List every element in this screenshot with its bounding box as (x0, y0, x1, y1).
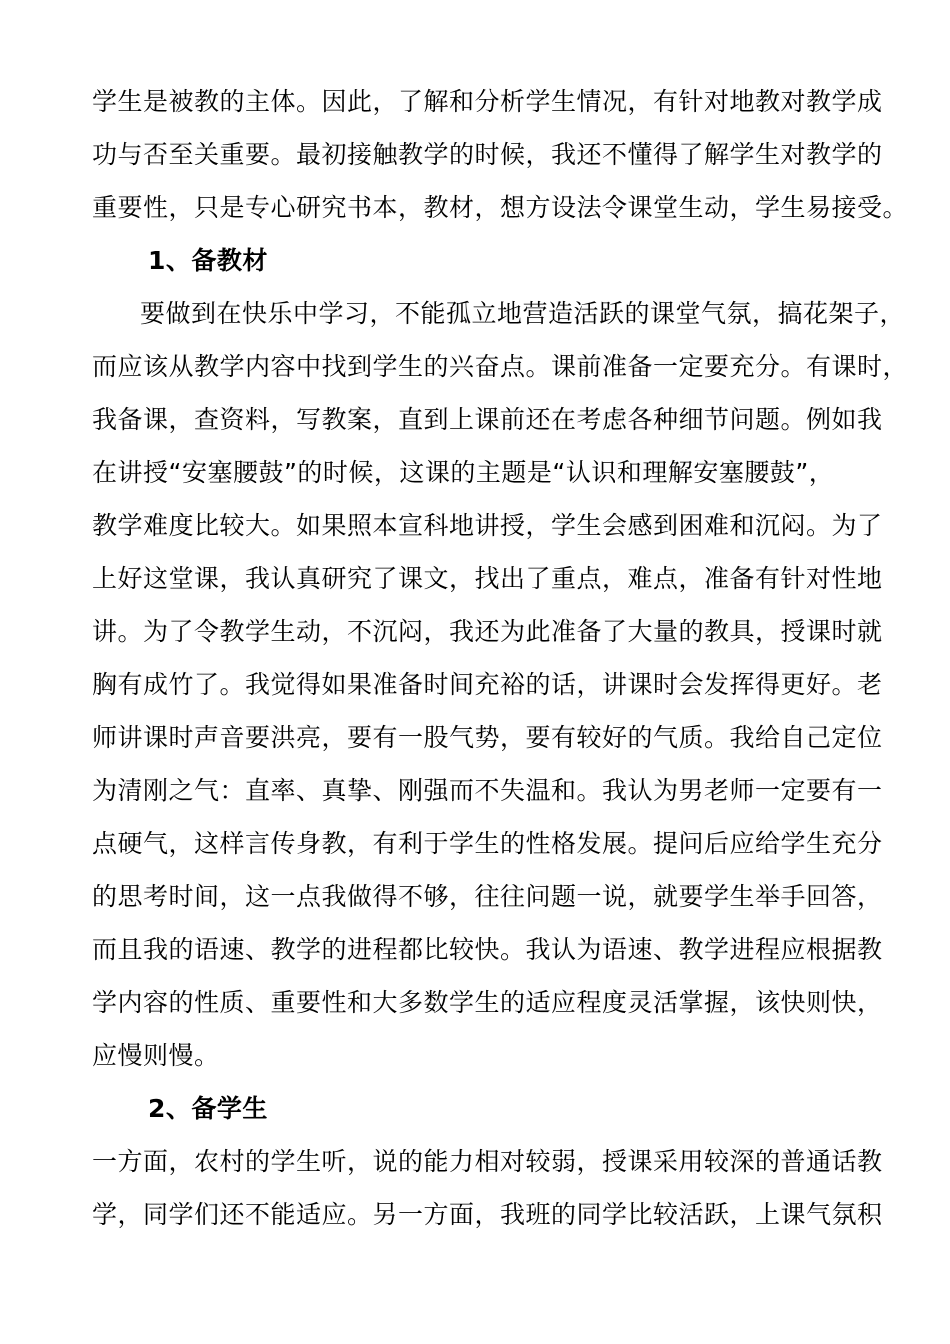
paragraph-line: 学生是被教的主体。因此，了解和分析学生情况，有针对地教对教学成 (92, 87, 883, 116)
paragraph-line: 胸有成竹了。我觉得如果准备时间充裕的话，讲课时会发挥得更好。老 (92, 670, 883, 699)
paragraph-line: 师讲课时声音要洪亮，要有一股气势，要有较好的气质。我给自己定位 (92, 723, 883, 752)
section-heading-2: 2、备学生 (148, 1094, 268, 1123)
paragraph-line: 我备课，查资料，写教案，直到上课前还在考虑各种细节问题。例如我 (92, 405, 883, 434)
paragraph-line: 而且我的语速、教学的进程都比较快。我认为语速、教学进程应根据教 (92, 935, 883, 964)
paragraph-line: 为清刚之气：直率、真挚、刚强而不失温和。我认为男老师一定要有一 (92, 776, 883, 805)
paragraph-line: 而应该从教学内容中找到学生的兴奋点。课前准备一定要充分。有课时， (92, 352, 909, 381)
paragraph-line: 上好这堂课，我认真研究了课文，找出了重点，难点，准备有针对性地 (92, 564, 883, 593)
paragraph-line: 重要性，只是专心研究书本，教材，想方设法令课堂生动，学生易接受。 (92, 193, 909, 222)
paragraph-line: 点硬气，这样言传身教，有利于学生的性格发展。提问后应给学生充分 (92, 829, 883, 858)
paragraph-line: 一方面，农村的学生听，说的能力相对较弱，授课采用较深的普通话教 (92, 1147, 883, 1176)
paragraph-line: 应慢则慢。 (92, 1041, 220, 1070)
paragraph-line: 功与否至关重要。最初接触教学的时候，我还不懂得了解学生对教学的 (92, 140, 883, 169)
paragraph-line: 学，同学们还不能适应。另一方面，我班的同学比较活跃，上课气氛积 (92, 1200, 883, 1229)
paragraph-line: 的思考时间，这一点我做得不够，往往问题一说，就要学生举手回答， (92, 882, 883, 911)
paragraph-line: 教学难度比较大。如果照本宣科地讲授，学生会感到困难和沉闷。为了 (92, 511, 883, 540)
paragraph-line: 讲。为了令教学生动，不沉闷，我还为此准备了大量的教具，授课时就 (92, 617, 883, 646)
paragraph-line: 要做到在快乐中学习，不能孤立地营造活跃的课堂气氛，搞花架子， (140, 299, 906, 328)
paragraph-line: 在讲授“安塞腰鼓”的时候，这课的主题是“认识和理解安塞腰鼓”， (92, 458, 835, 487)
section-heading-1: 1、备教材 (148, 246, 268, 275)
paragraph-line: 学内容的性质、重要性和大多数学生的适应程度灵活掌握，该快则快， (92, 988, 883, 1017)
